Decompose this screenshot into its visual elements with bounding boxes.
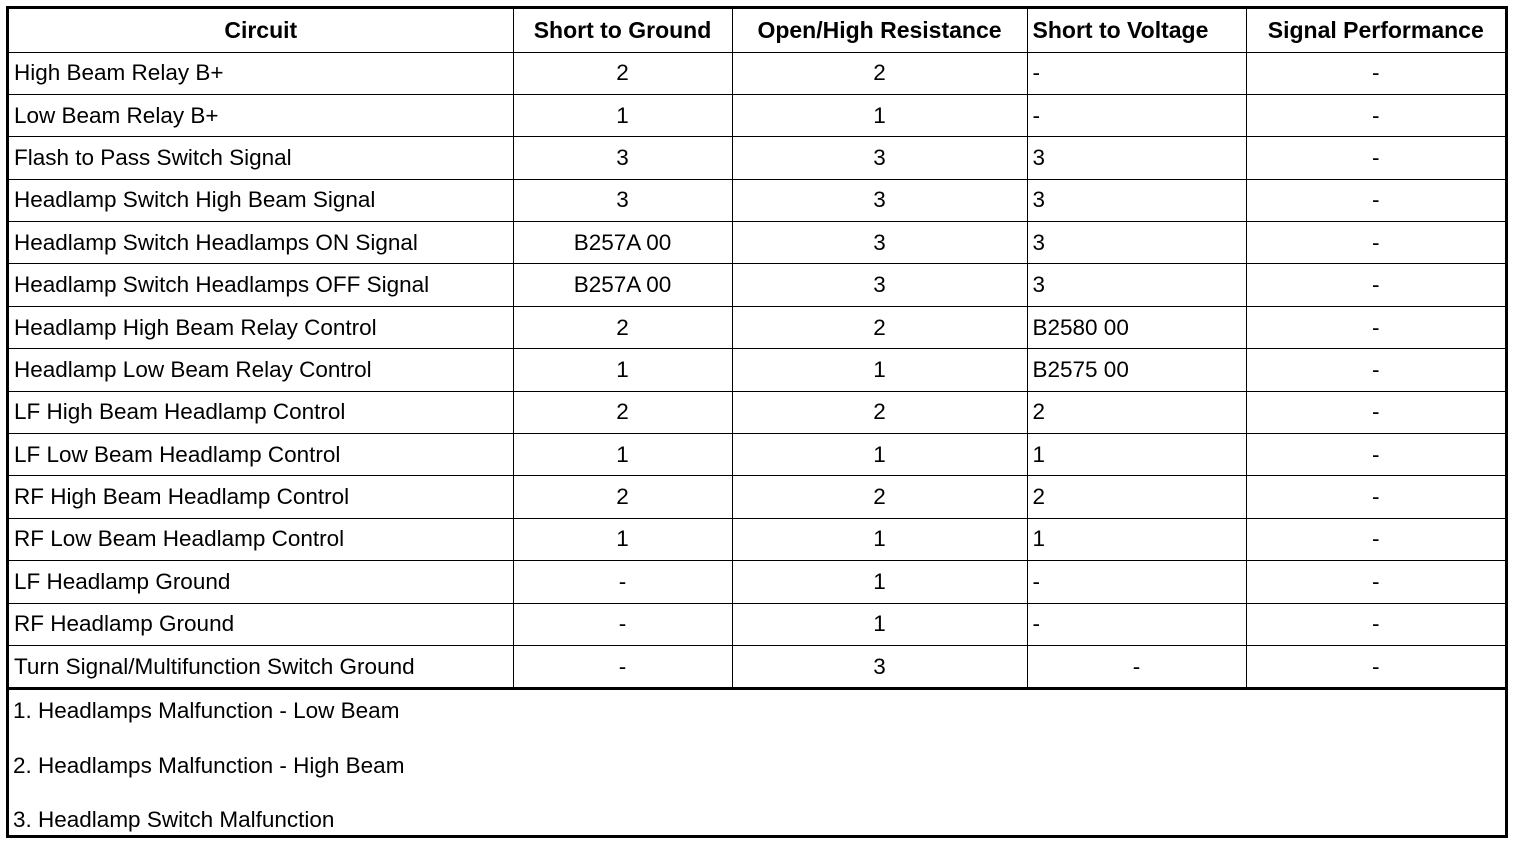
footnote-2: 2. Headlamps Malfunction - High Beam [13,752,405,778]
short-to-ground-cell: B257A 00 [513,264,732,306]
short-to-ground-cell: 2 [513,52,732,94]
short-to-voltage-cell: 3 [1027,137,1246,179]
circuit-cell: Headlamp High Beam Relay Control [9,306,513,348]
short-to-voltage-cell: - [1027,94,1246,136]
table-row [9,561,1505,603]
short-to-ground-cell: 1 [513,518,732,560]
short-to-voltage-cell: - [1027,561,1246,603]
header-row [9,9,1505,52]
short-to-ground-cell: 3 [513,137,732,179]
short-to-ground-cell: - [513,561,732,603]
signal-performance-cell: - [1246,306,1505,348]
signal-performance-cell: - [1246,645,1505,687]
table-row [9,645,1505,687]
signal-performance-cell: - [1246,222,1505,264]
header-signal-performance: Signal Performance [1246,9,1505,52]
table-row [9,264,1505,306]
short-to-ground-cell: - [513,603,732,645]
short-to-voltage-cell: 1 [1027,518,1246,560]
circuit-cell: LF High Beam Headlamp Control [9,391,513,433]
signal-performance-cell: - [1246,264,1505,306]
circuit-cell: Headlamp Switch Headlamps OFF Signal [9,264,513,306]
open-high-resistance-cell: 3 [732,222,1027,264]
table-row [9,434,1505,476]
circuit-cell: LF Headlamp Ground [9,561,513,603]
circuit-cell: Headlamp Low Beam Relay Control [9,349,513,391]
circuit-cell: Headlamp Switch Headlamps ON Signal [9,222,513,264]
header-short-to-voltage: Short to Voltage [1027,9,1246,52]
short-to-voltage-cell: 3 [1027,222,1246,264]
open-high-resistance-cell: 1 [732,434,1027,476]
header-open-high-resistance: Open/High Resistance [732,9,1027,52]
signal-performance-cell: - [1246,391,1505,433]
signal-performance-cell: - [1246,518,1505,560]
open-high-resistance-cell: 3 [732,645,1027,687]
open-high-resistance-cell: 1 [732,561,1027,603]
signal-performance-cell: - [1246,179,1505,221]
table-row [9,476,1505,518]
open-high-resistance-cell: 1 [732,349,1027,391]
short-to-voltage-cell: 1 [1027,434,1246,476]
signal-performance-cell: - [1246,561,1505,603]
header-short-to-ground: Short to Ground [513,9,732,52]
open-high-resistance-cell: 2 [732,306,1027,348]
circuit-cell: Headlamp Switch High Beam Signal [9,179,513,221]
short-to-voltage-cell: - [1027,645,1246,687]
open-high-resistance-cell: 1 [732,603,1027,645]
circuit-fault-table [9,9,1505,688]
table-row [9,179,1505,221]
table-row [9,518,1505,560]
short-to-ground-cell: 2 [513,476,732,518]
circuit-cell: RF Low Beam Headlamp Control [9,518,513,560]
short-to-voltage-cell: - [1027,603,1246,645]
table-row [9,222,1505,264]
circuit-cell: RF Headlamp Ground [9,603,513,645]
short-to-ground-cell: 3 [513,179,732,221]
circuit-cell: Turn Signal/Multifunction Switch Ground [9,645,513,687]
short-to-voltage-cell: 3 [1027,264,1246,306]
table-body [9,52,1505,688]
open-high-resistance-cell: 3 [732,179,1027,221]
footnote-1: 1. Headlamps Malfunction - Low Beam [13,698,400,724]
short-to-ground-cell: 2 [513,306,732,348]
table-row [9,137,1505,179]
short-to-voltage-cell: B2580 00 [1027,306,1246,348]
open-high-resistance-cell: 2 [732,52,1027,94]
footnote-3: 3. Headlamp Switch Malfunction [13,807,335,833]
open-high-resistance-cell: 1 [732,518,1027,560]
short-to-voltage-cell: 2 [1027,476,1246,518]
circuit-cell: LF Low Beam Headlamp Control [9,434,513,476]
signal-performance-cell: - [1246,94,1505,136]
open-high-resistance-cell: 2 [732,476,1027,518]
open-high-resistance-cell: 2 [732,391,1027,433]
circuit-cell: Flash to Pass Switch Signal [9,137,513,179]
signal-performance-cell: - [1246,52,1505,94]
signal-performance-cell: - [1246,349,1505,391]
table-row [9,94,1505,136]
short-to-ground-cell: 1 [513,349,732,391]
signal-performance-cell: - [1246,137,1505,179]
signal-performance-cell: - [1246,603,1505,645]
short-to-ground-cell: 1 [513,434,732,476]
table-row [9,603,1505,645]
table-row [9,349,1505,391]
short-to-voltage-cell: B2575 00 [1027,349,1246,391]
circuit-cell: Low Beam Relay B+ [9,94,513,136]
short-to-ground-cell: 2 [513,391,732,433]
circuit-cell: High Beam Relay B+ [9,52,513,94]
short-to-voltage-cell: 3 [1027,179,1246,221]
signal-performance-cell: - [1246,476,1505,518]
open-high-resistance-cell: 3 [732,137,1027,179]
signal-performance-cell: - [1246,434,1505,476]
table-row [9,52,1505,94]
short-to-ground-cell: B257A 00 [513,222,732,264]
circuit-cell: RF High Beam Headlamp Control [9,476,513,518]
short-to-ground-cell: 1 [513,94,732,136]
table-row [9,306,1505,348]
header-circuit: Circuit [9,9,513,52]
short-to-voltage-cell: 2 [1027,391,1246,433]
diagnostic-table-document [6,6,1508,838]
footnotes [9,688,1505,860]
open-high-resistance-cell: 1 [732,94,1027,136]
open-high-resistance-cell: 3 [732,264,1027,306]
table-row [9,391,1505,433]
short-to-voltage-cell: - [1027,52,1246,94]
short-to-ground-cell: - [513,645,732,687]
